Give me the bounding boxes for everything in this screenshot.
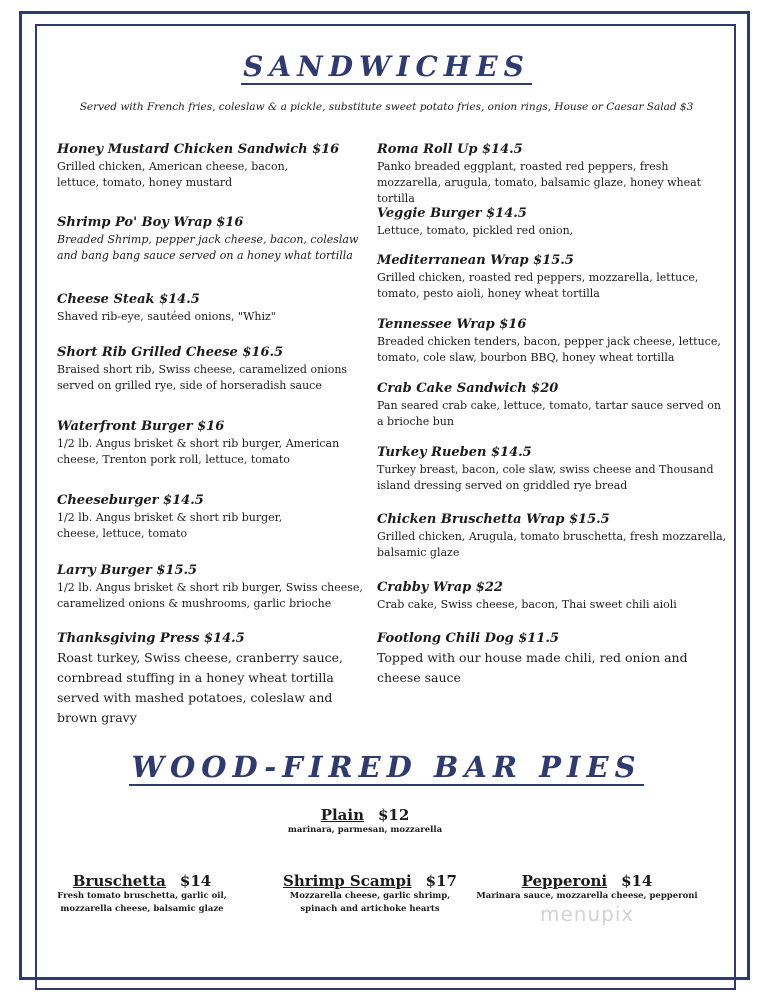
pie-name: Pepperoni [521,872,608,890]
item-name: Roma Roll Up $14.5 [377,142,523,157]
menu-item [377,511,729,561]
item-description: 1/2 lb. Angus brisket & short rib burger, cheese, lettuce, tomato [57,511,283,540]
menu-item [57,214,369,264]
item-name: Waterfront Burger $16 [57,419,225,434]
menu-item [57,492,292,542]
item-description: Panko breaded eggplant, roasted red peppers, fresh mozzarella, arugula, tomato, balsamic glaze, honey wheat tortilla [377,160,702,205]
item-description: Breaded Shrimp, pepper jack cheese, bacon, coleslaw and bang bang sauce served on a honey what tortilla [57,233,359,262]
menu-item [377,444,729,494]
pies-title: WOOD-FIRED BAR PIES [131,750,642,784]
item-name: Shrimp Po' Boy Wrap $16 [57,215,244,230]
pie-description: Fresh tomato bruschetta, garlic oil, mozzarella cheese, balsamic glaze [57,891,227,914]
item-name: Footlong Chili Dog $11.5 [377,631,559,646]
pie-name: Plain [320,806,364,824]
menu-item [57,344,357,394]
item-description: Lettuce, tomato, pickled red onion, [377,224,574,237]
pie-plain [260,806,470,837]
item-name: Thanksgiving Press $14.5 [57,631,245,646]
item-description: Grilled chicken, Arugula, tomato bruschetta, fresh mozzarella, balsamic glaze [377,530,727,559]
item-description: Pan seared crab cake, lettuce, tomato, tartar sauce served on a brioche bun [377,399,721,428]
menu-item [57,141,339,191]
pie-shrimp-scampi [270,872,470,916]
sandwiches-subtitle: Served with French fries, coleslaw & a pickle, substitute sweet potato fries, onion rings, House or Caesar Salad $3 [79,101,694,113]
pie-price: $12 [378,806,410,824]
item-name: Tennessee Wrap $16 [377,317,527,332]
sandwiches-title: SANDWICHES [243,50,530,83]
watermark: menupix [540,902,635,926]
menu-item [377,205,729,239]
pie-name: Shrimp Scampi [283,872,412,890]
pie-price: $17 [425,872,457,890]
item-name: Turkey Rueben $14.5 [377,445,532,460]
item-name: Cheese Steak $14.5 [57,292,200,307]
item-description: Turkey breast, bacon, cole slaw, swiss cheese and Thousand island dressing served on griddled rye bread [377,463,714,492]
menu-item [377,316,729,366]
pie-description: Mozzarella cheese, garlic shrimp, spinach and artichoke hearts [289,891,451,914]
item-description: Shaved rib-eye, sautéed onions, "Whiz" [57,310,276,323]
item-description: 1/2 lb. Angus brisket & short rib burger, American cheese, Trenton pork roll, lettuce, tomato [57,437,340,466]
item-description: Breaded chicken tenders, bacon, pepper jack cheese, lettuce, tomato, cole slaw, bourbon BBQ, honey wheat tortilla [377,335,721,364]
menu-item [377,579,729,613]
menu-item [57,418,347,468]
item-description: Braised short rib, Swiss cheese, caramelized onions served on grilled rye, side of horseradish sauce [57,363,348,392]
item-description: Crab cake, Swiss cheese, bacon, Thai sweet chili aioli [377,598,677,611]
pie-description: Marinara sauce, mozzarella cheese, pepperoni [476,891,698,901]
menu-item [377,630,697,688]
item-name: Short Rib Grilled Cheese $16.5 [57,345,284,360]
item-name: Honey Mustard Chicken Sandwich $16 [57,142,340,157]
pie-price: $14 [179,872,212,890]
pie-description: marinara, parmesan, mozzarella [287,825,443,835]
menu-item [57,630,369,728]
item-name: Larry Burger $15.5 [57,563,198,578]
pie-name: Bruschetta [72,872,166,890]
pie-bruschetta [52,872,232,916]
menu-item [57,562,369,612]
item-description: Grilled chicken, American cheese, bacon, lettuce, tomato, honey mustard [57,160,289,189]
item-description: Roast turkey, Swiss cheese, cranberry sauce, cornbread stuffing in a honey wheat tortilla served with mashed potatoes, coleslaw and brown gravy [57,650,343,725]
item-name: Veggie Burger $14.5 [377,206,527,221]
item-name: Cheeseburger $14.5 [57,493,204,508]
item-description: Topped with our house made chili, red onion and cheese sauce [377,650,688,685]
item-name: Chicken Bruschetta Wrap $15.5 [377,512,610,527]
item-name: Crab Cake Sandwich $20 [377,381,559,396]
item-description: 1/2 lb. Angus brisket & short rib burger, Swiss cheese, caramelized onions & mushrooms, garlic brioche [57,581,363,610]
item-name: Crabby Wrap $22 [377,580,503,595]
pie-price: $14 [621,872,653,890]
menu-item [57,291,369,325]
pie-pepperoni [476,872,698,903]
item-description: Grilled chicken, roasted red peppers, mozzarella, lettuce, tomato, pesto aioli, honey wheat tortilla [377,271,699,300]
menu-item [377,141,729,207]
item-name: Mediterranean Wrap $15.5 [377,253,574,268]
menu-item [377,380,729,430]
menu-item [377,252,729,302]
